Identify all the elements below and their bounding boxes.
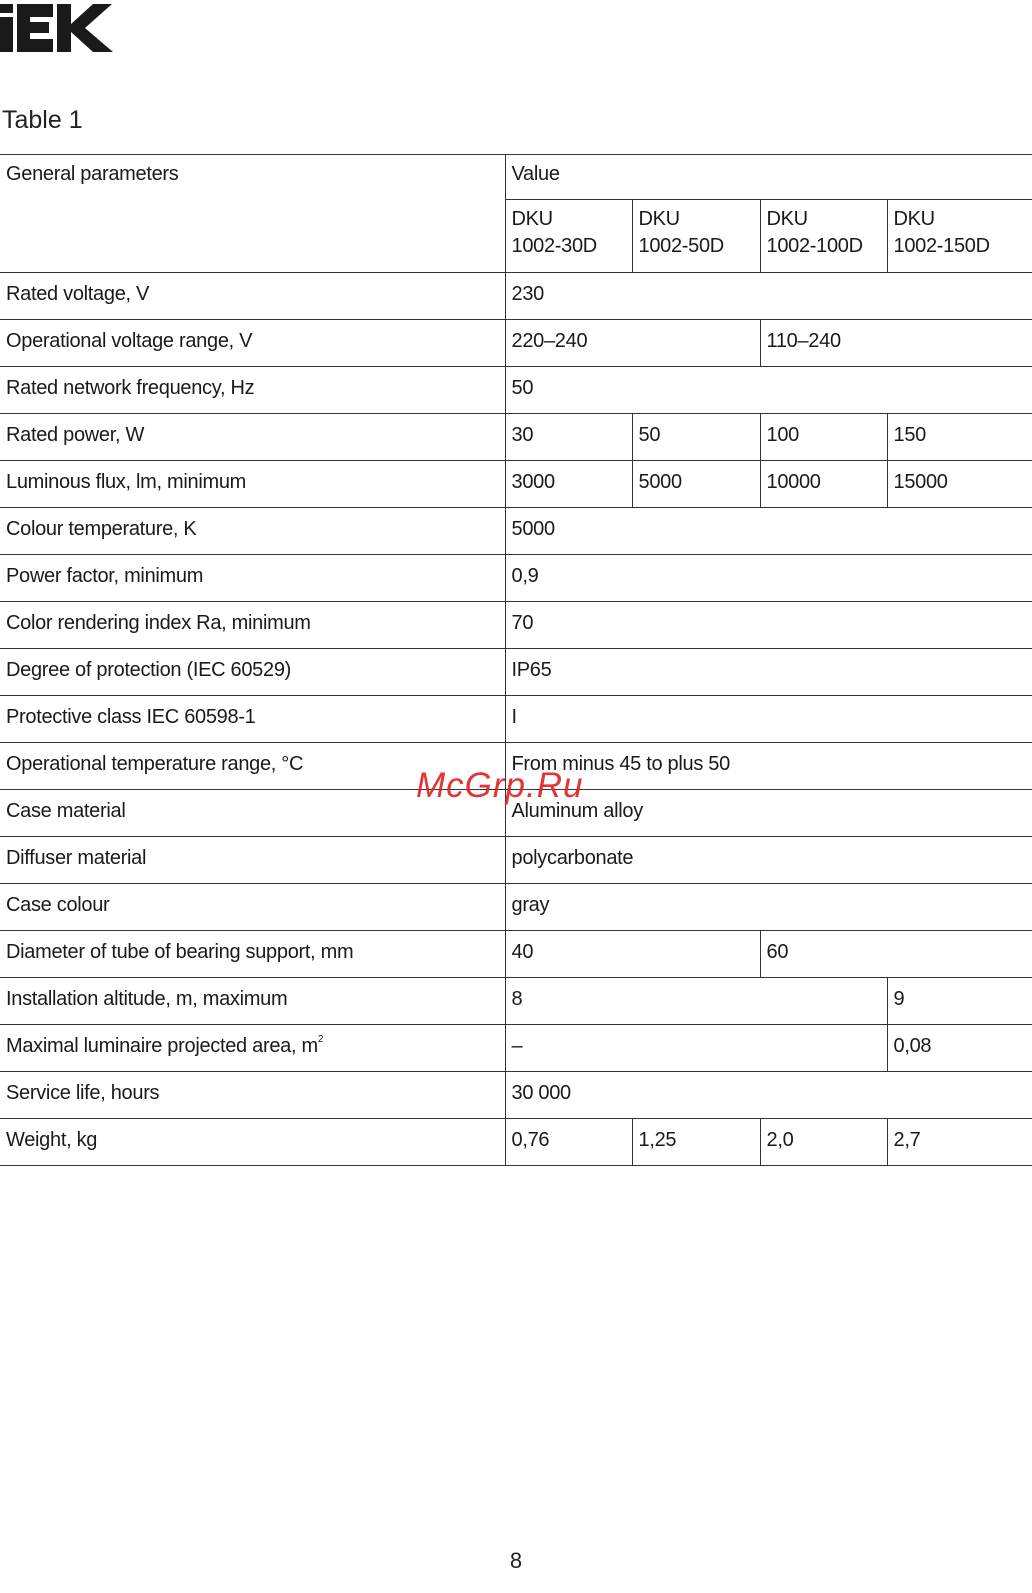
- value-cell: 2,0: [760, 1119, 887, 1166]
- param-text: Operational voltage range, V: [6, 330, 253, 352]
- param-text: Operational temperature range, °C: [6, 753, 304, 775]
- value-cell: 70: [505, 602, 1032, 649]
- table-row: [0, 978, 1032, 1025]
- param-text: Protective class IEC 60598-1: [6, 706, 256, 728]
- value-cell: 150: [887, 414, 1032, 461]
- value-cell: 100: [760, 414, 887, 461]
- param-label: [0, 414, 505, 461]
- param-label: [0, 1119, 505, 1166]
- param-text: Weight, kg: [6, 1129, 98, 1151]
- value-cell: 10000: [760, 461, 887, 508]
- value-cell: 220–240: [505, 320, 760, 367]
- value-cell: 0,76: [505, 1119, 632, 1166]
- table-row: [0, 602, 1032, 649]
- param-text: Case material: [6, 800, 126, 822]
- param-label: [0, 649, 505, 696]
- param-label: [0, 461, 505, 508]
- param-text: Color rendering index Ra, minimum: [6, 612, 311, 634]
- watermark: McGrp.Ru: [416, 766, 584, 805]
- param-label: [0, 931, 505, 978]
- param-text: Degree of protection (IEC 60529): [6, 659, 292, 681]
- table-row: [0, 320, 1032, 367]
- value-cell: –: [505, 1025, 887, 1072]
- header-model: DKU 1002-50D: [632, 200, 760, 273]
- value-cell: 9: [887, 978, 1032, 1025]
- value-cell: 5000: [505, 508, 1032, 555]
- param-label: [0, 555, 505, 602]
- value-cell: 1,25: [632, 1119, 760, 1166]
- header-param: General parameters: [0, 155, 505, 273]
- table-row: [0, 461, 1032, 508]
- value-cell: I: [505, 696, 1032, 743]
- value-cell: 60: [760, 931, 1032, 978]
- header-model: DKU 1002-100D: [760, 200, 887, 273]
- value-cell: gray: [505, 884, 1032, 931]
- value-cell: 0,08: [887, 1025, 1032, 1072]
- table-row: [0, 367, 1032, 414]
- param-text: Installation altitude, m, maximum: [6, 988, 288, 1010]
- value-cell: 15000: [887, 461, 1032, 508]
- param-label: [0, 602, 505, 649]
- header-model: DKU 1002-30D: [505, 200, 632, 273]
- param-text: Power factor, minimum: [6, 565, 204, 587]
- param-text: Rated voltage, V: [6, 283, 150, 305]
- value-cell: 230: [505, 273, 1032, 320]
- table-row: [0, 273, 1032, 320]
- spec-table: [0, 154, 1032, 1166]
- value-cell: 2,7: [887, 1119, 1032, 1166]
- param-text: Luminous flux, lm, minimum: [6, 471, 247, 493]
- value-cell: 30 000: [505, 1072, 1032, 1119]
- table-row: [0, 1072, 1032, 1119]
- value-cell: From minus 45 to plus 50: [505, 743, 1032, 790]
- header-model: DKU 1002-150D: [887, 200, 1032, 273]
- page-number: 8: [509, 1548, 523, 1573]
- value-cell: 30: [505, 414, 632, 461]
- value-cell: 50: [632, 414, 760, 461]
- table-title: Table 1: [2, 106, 83, 134]
- value-cell: polycarbonate: [505, 837, 1032, 884]
- table-row: [0, 508, 1032, 555]
- value-cell: 3000: [505, 461, 632, 508]
- param-text: Case colour: [6, 894, 110, 916]
- table-row: [0, 931, 1032, 978]
- param-label: [0, 1025, 505, 1072]
- iek-logo: [0, 0, 114, 54]
- value-cell: Aluminum alloy: [505, 790, 1032, 837]
- param-label: [0, 884, 505, 931]
- param-text: Maximal luminaire projected area, m: [6, 1035, 318, 1057]
- param-label: [0, 1072, 505, 1119]
- table-row: [0, 837, 1032, 884]
- param-text: Colour temperature, K: [6, 518, 197, 540]
- table-row: [0, 884, 1032, 931]
- param-text: Rated network frequency, Hz: [6, 377, 255, 399]
- table-row: [0, 696, 1032, 743]
- value-cell: 50: [505, 367, 1032, 414]
- param-text: Rated power, W: [6, 424, 145, 446]
- param-text: Diameter of tube of bearing support, mm: [6, 941, 354, 963]
- param-label: [0, 320, 505, 367]
- value-cell: IP65: [505, 649, 1032, 696]
- table-row: [0, 1025, 1032, 1072]
- param-text: Diffuser material: [6, 847, 147, 869]
- value-cell: 8: [505, 978, 887, 1025]
- value-cell: 110–240: [760, 320, 1032, 367]
- table-row: [0, 555, 1032, 602]
- table-row: [0, 649, 1032, 696]
- value-cell: 0,9: [505, 555, 1032, 602]
- table-row: [0, 414, 1032, 461]
- param-label: [0, 696, 505, 743]
- param-label: [0, 273, 505, 320]
- header-value: Value: [505, 155, 1032, 200]
- param-label: [0, 978, 505, 1025]
- param-text: Service life, hours: [6, 1082, 160, 1104]
- param-label: [0, 508, 505, 555]
- value-cell: 40: [505, 931, 760, 978]
- superscript: 2: [317, 1034, 324, 1045]
- param-label: [0, 837, 505, 884]
- value-cell: 5000: [632, 461, 760, 508]
- param-label: [0, 367, 505, 414]
- table-row: [0, 1119, 1032, 1166]
